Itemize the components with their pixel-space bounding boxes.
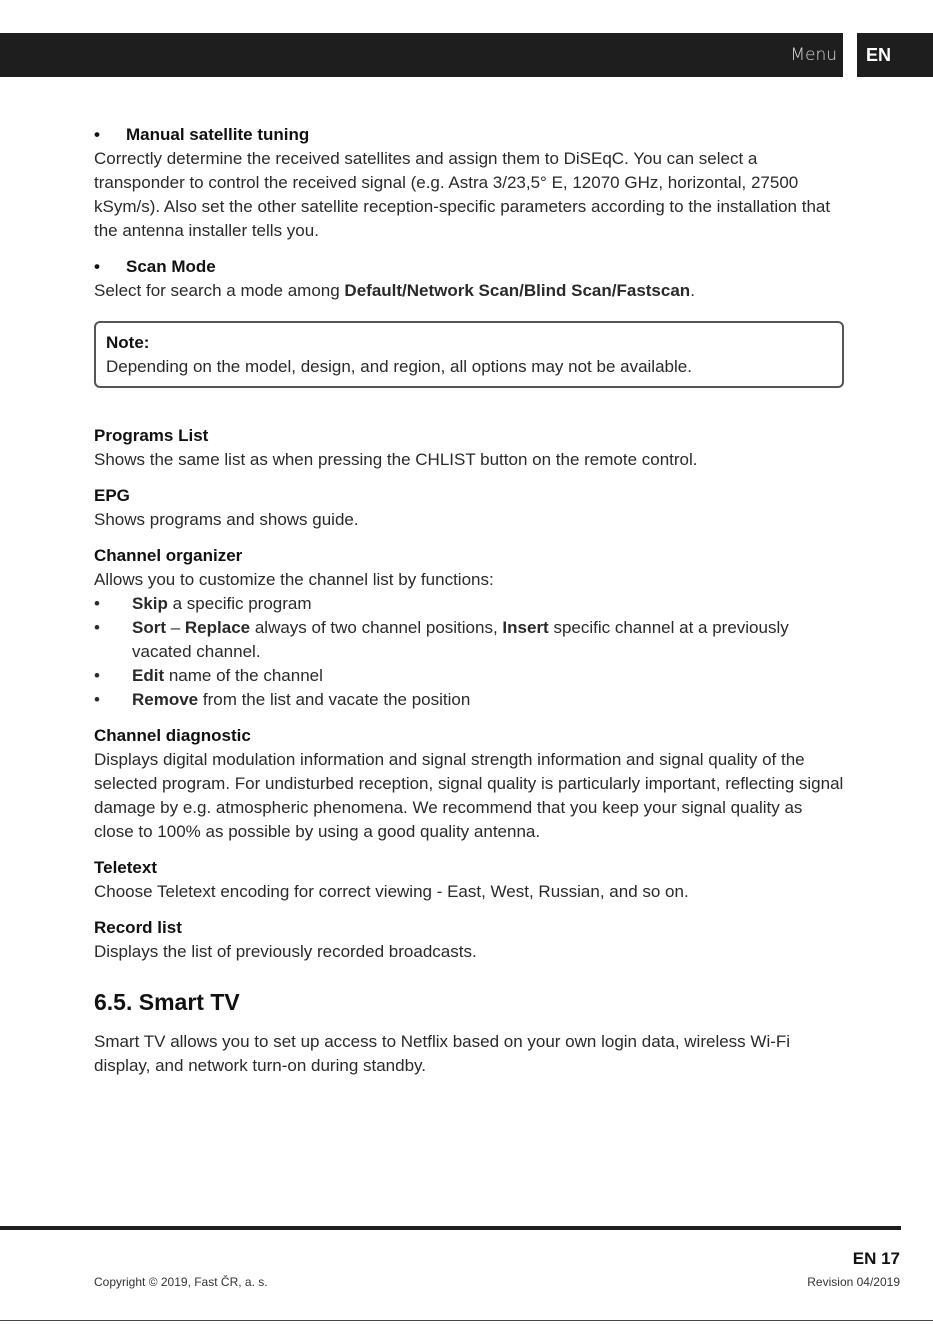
channel-organizer-heading: Channel organizer — [94, 546, 243, 565]
teletext-text: Choose Teletext encoding for correct viewing - East, West, Russian, and so on. — [94, 882, 689, 901]
bullet-icon: • — [94, 594, 100, 613]
list-item: • Edit name of the channel — [94, 664, 844, 688]
note-title: Note: — [106, 333, 150, 352]
bottom-divider — [0, 1320, 933, 1321]
epg-heading: EPG — [94, 486, 130, 505]
record-list-heading: Record list — [94, 918, 182, 937]
channel-diagnostic-heading: Channel diagnostic — [94, 726, 251, 745]
smart-tv-heading: 6.5. Smart TV — [94, 989, 240, 1015]
manual-tuning-heading: • Manual satellite tuning — [94, 123, 844, 147]
teletext-heading: Teletext — [94, 858, 157, 877]
channel-organizer-intro: Allows you to customize the channel list by functions: — [94, 570, 494, 589]
bullet-icon: • — [94, 257, 100, 276]
note-text: Depending on the model, design, and region, all options may not be available. — [106, 357, 692, 376]
footer-revision: Revision 04/2019 — [807, 1275, 900, 1289]
page-number: EN 17 — [852, 1249, 900, 1268]
record-list-text: Displays the list of previously recorded broadcasts. — [94, 942, 477, 961]
smart-tv-text: Smart TV allows you to set up access to Netflix based on your own login data, wireless Wi-Fi display, and network turn-on during standby. — [94, 1032, 791, 1075]
manual-tuning-text: Correctly determine the received satellites and assign them to DiSEqC. You can select a transponder to control the received signal (e.g. Astra 3/23,5° E, 12070 GHz, horizontal, 27500 kSym/s). Also set the other satellite reception-specific parameters according to the installation that the antenna installer tells you. — [94, 149, 831, 240]
bullet-icon: • — [94, 125, 100, 144]
header-menu-label: Menu — [790, 45, 837, 65]
header-language: EN — [857, 33, 933, 77]
channel-diagnostic-text: Displays digital modulation information and signal strength information and signal quality of the selected program. For undisturbed reception, signal quality is particularly important, reflecting signal damage by e.g. atmospheric phenomena. We recommend that you keep your signal quality as close to 100% as possible by using a good quality antenna. — [94, 750, 844, 841]
bullet-icon: • — [94, 618, 100, 637]
page-content — [94, 123, 844, 1078]
header-bar — [0, 33, 843, 77]
list-item: • Remove from the list and vacate the position — [94, 688, 844, 712]
list-item: • Skip a specific program — [94, 592, 844, 616]
footer-copyright: Copyright © 2019, Fast ČR, a. s. — [94, 1275, 268, 1289]
bullet-icon: • — [94, 666, 100, 685]
scan-mode-heading: • Scan Mode — [94, 255, 844, 279]
programs-list-heading: Programs List — [94, 426, 209, 445]
footer-divider — [0, 1226, 901, 1230]
epg-text: Shows programs and shows guide. — [94, 510, 359, 529]
note-box — [94, 321, 844, 388]
programs-list-text: Shows the same list as when pressing the CHLIST button on the remote control. — [94, 450, 698, 469]
scan-mode-text: Select for search a mode among Default/Network Scan/Blind Scan/Fastscan. — [94, 281, 695, 300]
bullet-icon: • — [94, 690, 100, 709]
list-item: • Sort – Replace always of two channel positions, Insert specific channel at a previously vacated channel. — [94, 616, 844, 664]
channel-organizer-list — [94, 592, 844, 712]
